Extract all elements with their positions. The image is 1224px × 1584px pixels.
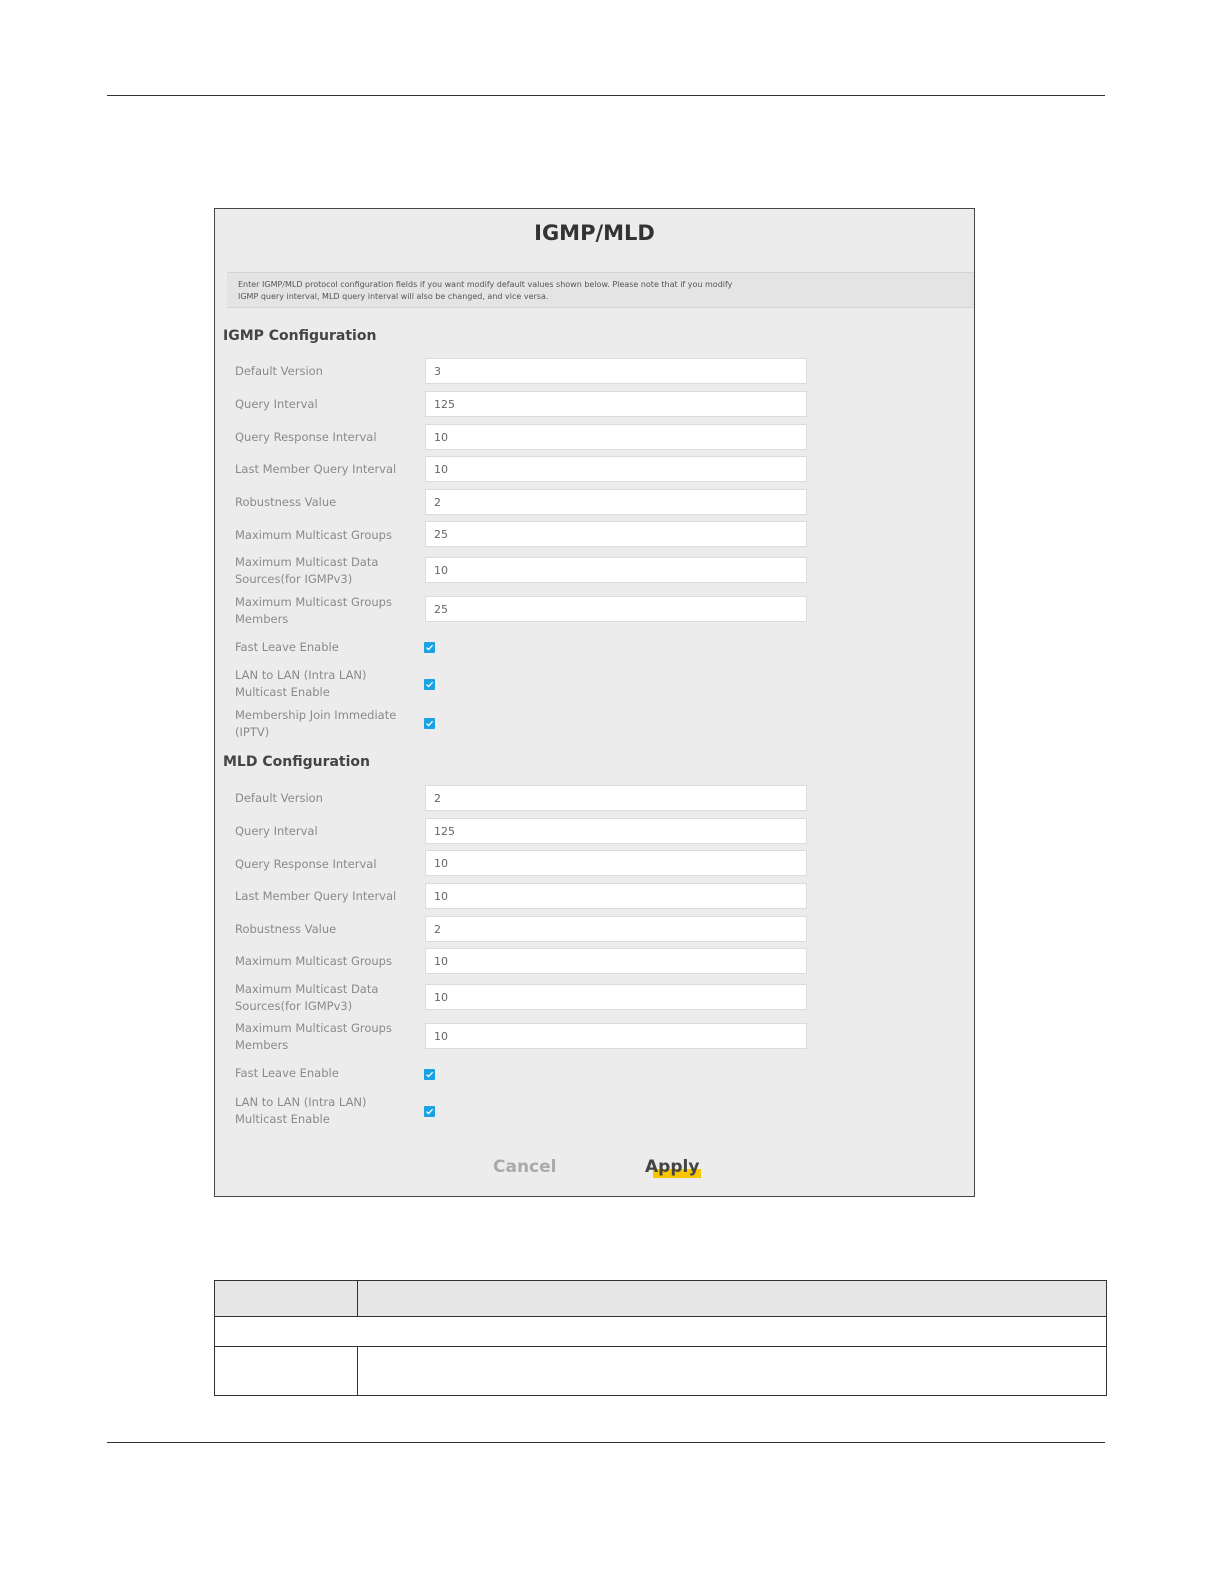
description-table — [214, 1280, 1107, 1396]
igmp-lan-to-lan-label: LAN to LAN (Intra LAN) Multicast Enable — [235, 668, 367, 699]
mld-query-response-interval-input[interactable] — [425, 850, 807, 876]
mld-robustness-value-label: Robustness Value — [235, 922, 337, 936]
checkmark-icon — [425, 680, 434, 689]
mld-max-groups-members-label: Maximum Multicast Groups Members — [235, 1021, 392, 1052]
footer-rule — [107, 1442, 1105, 1443]
igmp-query-interval-label: Query Interval — [235, 397, 318, 411]
igmp-robustness-value-label: Robustness Value — [235, 495, 337, 509]
table-header-cell-description — [358, 1281, 1107, 1317]
notice-text-line2: IGMP query interval, MLD query interval will also be changed, and vice versa. — [238, 292, 549, 301]
mld-default-version-input[interactable] — [425, 785, 807, 811]
igmp-max-data-sources-label: Maximum Multicast Data Sources(for IGMPv3) — [235, 555, 379, 586]
checkmark-icon — [425, 1107, 434, 1116]
igmp-last-member-query-interval-label: Last Member Query Interval — [235, 462, 397, 476]
table-section-cell — [215, 1317, 1107, 1347]
igmp-max-groups-members-input[interactable] — [425, 596, 807, 622]
igmp-fast-leave-label: Fast Leave Enable — [235, 640, 339, 654]
cancel-button[interactable]: Cancel — [493, 1154, 563, 1180]
igmp-membership-join-label: Membership Join Immediate (IPTV) — [235, 708, 397, 739]
header-rule — [107, 95, 1105, 96]
mld-default-version-label: Default Version — [235, 791, 323, 805]
igmp-max-data-sources-input[interactable] — [425, 557, 807, 583]
table-header-cell-label — [215, 1281, 358, 1317]
mld-max-multicast-groups-label: Maximum Multicast Groups — [235, 954, 392, 968]
table-header-row — [215, 1281, 1107, 1317]
igmp-section-title: IGMP Configuration — [223, 328, 377, 344]
mld-max-groups-members-input[interactable] — [425, 1023, 807, 1049]
table-cell-description — [358, 1347, 1107, 1396]
igmp-query-response-interval-input[interactable] — [425, 424, 807, 450]
mld-fast-leave-label: Fast Leave Enable — [235, 1066, 339, 1080]
mld-query-response-interval-label: Query Response Interval — [235, 857, 377, 871]
igmp-max-multicast-groups-input[interactable] — [425, 521, 807, 547]
igmp-mld-panel — [214, 208, 975, 1197]
igmp-lan-to-lan-checkbox[interactable] — [424, 679, 435, 690]
mld-max-multicast-groups-input[interactable] — [425, 948, 807, 974]
mld-last-member-query-interval-label: Last Member Query Interval — [235, 889, 397, 903]
igmp-query-response-interval-label: Query Response Interval — [235, 430, 377, 444]
mld-fast-leave-checkbox[interactable] — [424, 1069, 435, 1080]
checkmark-icon — [425, 1070, 434, 1079]
page-title: IGMP/MLD — [534, 221, 655, 245]
mld-section-title: MLD Configuration — [223, 754, 370, 770]
apply-button[interactable]: Apply — [645, 1154, 705, 1180]
mld-robustness-value-input[interactable] — [425, 916, 807, 942]
table-section-row — [215, 1317, 1107, 1347]
igmp-default-version-input[interactable] — [425, 358, 807, 384]
table-cell-label — [215, 1347, 358, 1396]
igmp-robustness-value-input[interactable] — [425, 489, 807, 515]
mld-max-data-sources-input[interactable] — [425, 984, 807, 1010]
igmp-max-multicast-groups-label: Maximum Multicast Groups — [235, 528, 392, 542]
table-row — [215, 1347, 1107, 1396]
mld-last-member-query-interval-input[interactable] — [425, 883, 807, 909]
igmp-last-member-query-interval-input[interactable] — [425, 456, 807, 482]
mld-max-data-sources-label: Maximum Multicast Data Sources(for IGMPv3) — [235, 982, 379, 1013]
checkmark-icon — [425, 719, 434, 728]
mld-query-interval-input[interactable] — [425, 818, 807, 844]
checkmark-icon — [425, 643, 434, 652]
mld-query-interval-label: Query Interval — [235, 824, 318, 838]
mld-lan-to-lan-checkbox[interactable] — [424, 1106, 435, 1117]
igmp-default-version-label: Default Version — [235, 364, 323, 378]
notice-text-line1: Enter IGMP/MLD protocol configuration fields if you want modify default values shown below. Please note that if you modify — [238, 280, 733, 289]
igmp-membership-join-checkbox[interactable] — [424, 718, 435, 729]
igmp-max-groups-members-label: Maximum Multicast Groups Members — [235, 595, 392, 626]
igmp-query-interval-input[interactable] — [425, 391, 807, 417]
mld-lan-to-lan-label: LAN to LAN (Intra LAN) Multicast Enable — [235, 1095, 367, 1126]
notice-banner — [227, 272, 974, 308]
igmp-fast-leave-checkbox[interactable] — [424, 642, 435, 653]
